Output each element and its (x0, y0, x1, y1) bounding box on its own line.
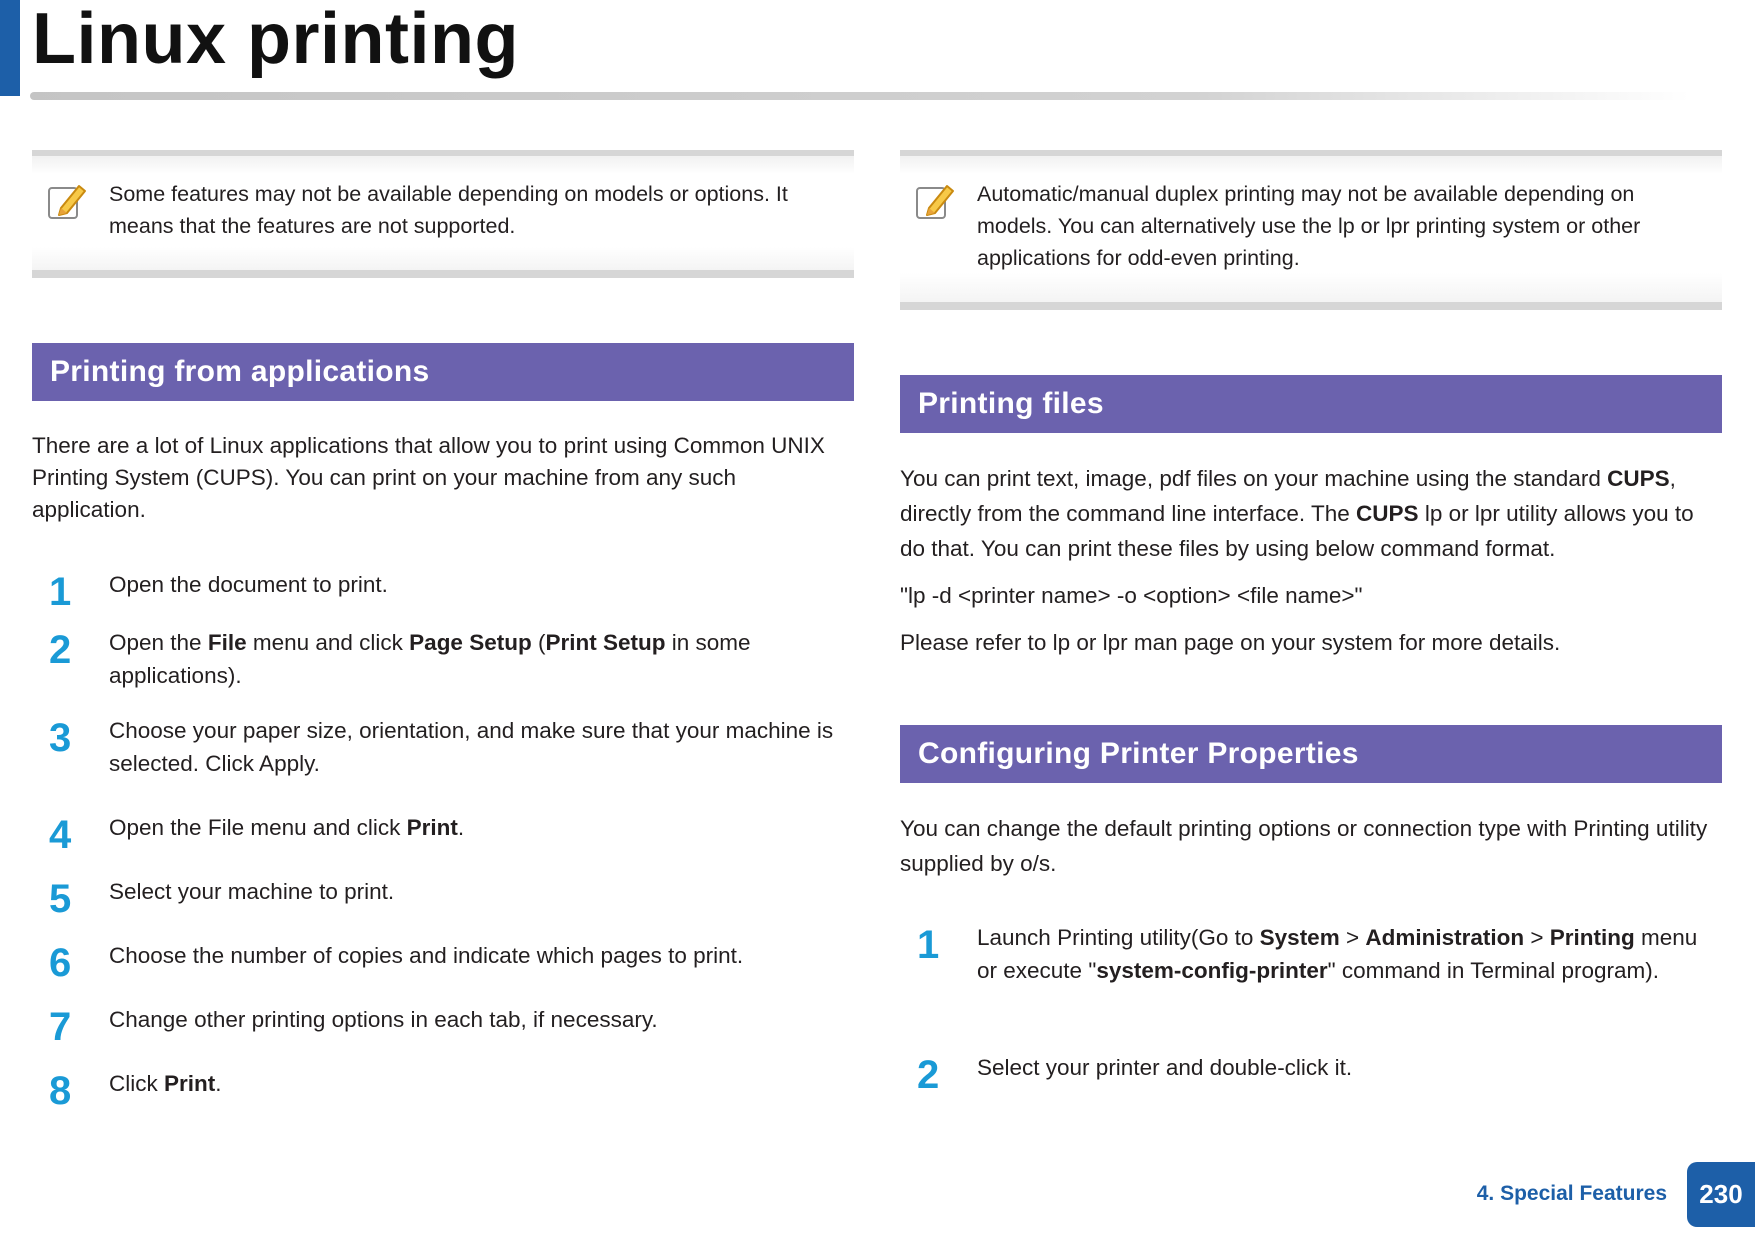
left-column (32, 150, 854, 1113)
step-text: Open the document to print. (109, 572, 388, 597)
step-text: Select your machine to print. (109, 879, 395, 904)
command-format: "lp -d <printer name> -o <option> <file name>" (900, 583, 1363, 608)
step-number: 4 (49, 813, 72, 857)
step-item (32, 568, 854, 626)
step-text: Choose the number of copies and indicate which pages to print. (109, 943, 744, 968)
step-text: Select your printer and double-click it. (977, 1055, 1353, 1080)
step-item (32, 714, 854, 811)
step-text: Click Print. (109, 1071, 222, 1096)
steps-list (900, 921, 1722, 1097)
step-text: Choose your paper size, orientation, and make sure that your machine is selected. Click Apply. (109, 718, 834, 776)
page-title: Linux printing (32, 0, 519, 79)
step-number: 6 (49, 941, 72, 985)
step-number: 1 (49, 570, 72, 614)
step-number: 7 (49, 1005, 72, 1049)
step-text: Open the File menu and click Print. (109, 815, 465, 840)
note-text: Some features may not be available depending on models or options. It means that the features are not supported. (109, 182, 788, 238)
steps-list (32, 568, 854, 1113)
printing-files-paragraph: You can print text, image, pdf files on your machine using the standard CUPS, directly from the command line interface. The CUPS lp or lpr utility allows you to do that. You can print these files by using below command format. (900, 466, 1694, 561)
step-item (32, 626, 854, 714)
step-number: 5 (49, 877, 72, 921)
step-item (900, 1051, 1722, 1097)
right-column (900, 150, 1722, 1097)
step-text: Change other printing options in each tab, if necessary. (109, 1007, 658, 1032)
step-number: 2 (917, 1053, 940, 1097)
step-number: 3 (49, 716, 72, 760)
section-intro: You can change the default printing options or connection type with Printing utility supplied by o/s. (900, 816, 1708, 876)
step-text: Launch Printing utility(Go to System > Administration > Printing menu or execute "system-config-printer" command in Terminal program). (977, 925, 1698, 983)
note-box (900, 150, 1722, 310)
step-number: 8 (49, 1069, 72, 1113)
note-text: Automatic/manual duplex printing may not be available depending on models. You can alternatively use the lp or lpr printing system or other applications for odd-even printing. (977, 182, 1641, 270)
pencil-note-icon (915, 180, 955, 222)
man-page-note: Please refer to lp or lpr man page on your system for more details. (900, 630, 1561, 655)
section-heading-printing-files: Printing files (900, 375, 1722, 433)
note-box (32, 150, 854, 278)
title-accent-bar (0, 0, 20, 96)
page-number-badge: 230 (1687, 1162, 1755, 1227)
section-heading-printing-from-applications: Printing from applications (32, 343, 854, 401)
step-item (32, 939, 854, 1003)
step-item (32, 1067, 854, 1113)
section-intro: There are a lot of Linux applications that allow you to print using Common UNIX Printing System (CUPS). You can print on your machine from any such application. (32, 433, 825, 522)
step-text: Open the File menu and click Page Setup (Print Setup in some applications). (109, 630, 751, 688)
section-heading-configuring-printer-properties: Configuring Printer Properties (900, 725, 1722, 783)
step-number: 1 (917, 923, 940, 967)
chapter-label: 4. Special Features (1476, 1182, 1667, 1205)
step-item (32, 875, 854, 939)
step-number: 2 (49, 628, 72, 672)
title-divider (30, 92, 1690, 100)
step-item (900, 921, 1722, 1051)
pencil-note-icon (47, 180, 87, 222)
step-item (32, 811, 854, 875)
step-item (32, 1003, 854, 1067)
